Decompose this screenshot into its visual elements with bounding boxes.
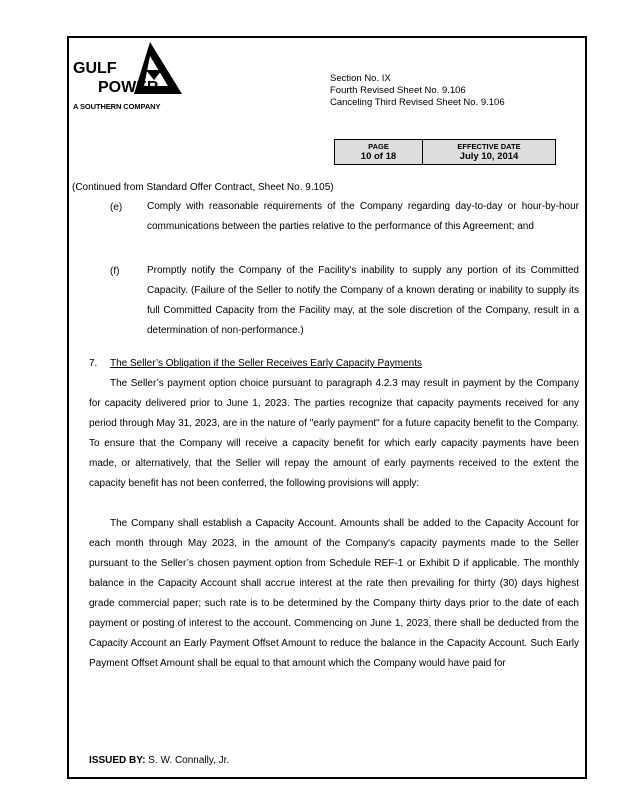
section-info <box>330 73 505 109</box>
item-label-f: (f) <box>110 266 120 277</box>
page-cell <box>335 140 423 165</box>
canceling-sheet: Canceling Third Revised Sheet No. 9.106 <box>330 97 505 108</box>
item-label-e: (e) <box>110 202 123 213</box>
effective-date-label: EFFECTIVE DATE <box>457 142 521 151</box>
section-number: Section No. IX <box>330 73 391 84</box>
sheet-number: Fourth Revised Sheet No. 9.106 <box>330 85 466 96</box>
section7-paragraph-1: The Seller’s payment option choice pursuant to paragraph 4.2.3 may result in payment by the Company for capacity delivered prior to June 1, 2023. The parties recognize that capacity payments received for any period through May 31, 2023, are in the nature of "early payment" for a future capacity benefit to the Company. To ensure that the Company will receive a capacity benefit for which early capacity payments have been made, or alternatively, that the Seller will repay the amount of early payments received to the extent the capacity benefit has not been conferred, the following provisions will apply: <box>89 378 579 489</box>
page-label: PAGE <box>368 142 389 151</box>
item-text-e: Comply with reasonable requirements of the Company regarding day-to-day or hour-by-hour communications between the parties relative to the performance of this Agreement; and <box>147 201 579 232</box>
issued-by-value: S. W. Connally, Jr. <box>148 755 230 766</box>
logo-subtitle: A SOUTHERN COMPANY <box>73 102 161 111</box>
effective-date-cell <box>423 140 556 165</box>
item-text-f: Promptly notify the Company of the Facility's inability to supply any portion of its Committed Capacity. (Failure of the Seller to notify the Company of a known derating or inability to supply its full Committed Capacity from the Facility may, at the sole discretion of the Company, result in a determination of non-performance.) <box>147 265 579 336</box>
page-info-table <box>334 139 556 165</box>
section-number-7: 7. <box>89 358 98 369</box>
logo-gulf-text: GULF <box>73 60 117 77</box>
effective-date-value: July 10, 2014 <box>459 151 519 162</box>
logo-power-text: POWER <box>98 79 159 96</box>
gulf-power-logo <box>72 40 190 118</box>
page-value: 10 of 18 <box>360 151 397 162</box>
issued-by <box>89 755 229 766</box>
section-title-7: The Seller’s Obligation if the Seller Receives Early Capacity Payments <box>110 358 422 369</box>
section7-paragraph-2: The Company shall establish a Capacity Account. Amounts shall be added to the Capacity Account for each month through May 2023, in the amount of the Company's capacity payments made to the Seller pursuant to the Seller’s chosen payment option from Schedule REF-1 or Exhibit D if applicable. The monthly balance in the Capacity Account shall accrue interest at the rate then prevailing for thirty (30) days highest grade commercial paper; such rate is to be determined by the Company thirty days prior to the date of each payment or posting of interest to the account. Commencing on June 1, 2023, there shall be deducted from the Capacity Account an Early Payment Offset Amount to reduce the balance in the Capacity Account. Such Early Payment Offset Amount shall be equal to that amount which the Company would have paid for <box>89 518 579 669</box>
issued-by-label: ISSUED BY: <box>89 755 146 766</box>
continued-note: (Continued from Standard Offer Contract, Sheet No. 9.105) <box>72 182 334 193</box>
